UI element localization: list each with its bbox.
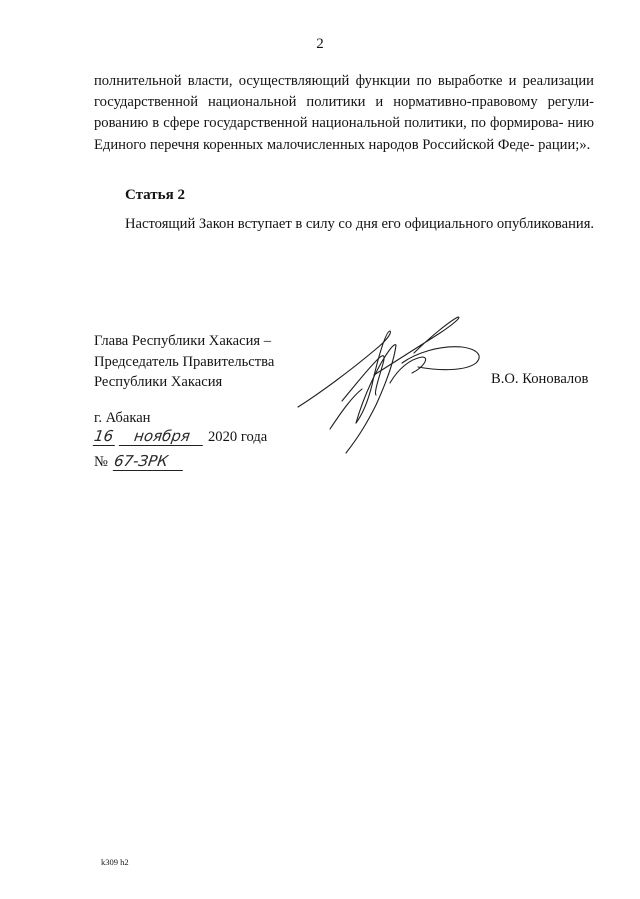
- body-line: полнительной власти, осуществляющий функции по выработке и реализации: [94, 73, 594, 89]
- signatory-title-line: Республики Хакасия: [94, 374, 223, 390]
- article-text: Настоящий Закон вступает в силу со дня его официального опубликования.: [125, 216, 595, 232]
- date-year: 2020 года: [208, 429, 268, 445]
- handwritten-law-number: 67-ЗРК: [113, 453, 186, 471]
- number-symbol: №: [94, 454, 108, 470]
- body-line: рованию в сфере государственной национальной политики, по формирова-: [94, 115, 564, 132]
- signatory-title-line: Председатель Правительства: [94, 353, 275, 370]
- article-heading: Статья 2: [125, 187, 185, 203]
- body-line: рации;».: [538, 136, 591, 153]
- document-code: k309 h2: [101, 857, 129, 867]
- body-line: государственной национальной политики и нормативно-правовому регули-: [94, 94, 594, 111]
- signatory-name: В.О. Коновалов: [491, 371, 589, 387]
- body-paragraph: [94, 71, 594, 156]
- place-of-signing: г. Абакан: [94, 410, 151, 426]
- handwritten-signature: [290, 305, 490, 465]
- law-number: [94, 453, 184, 471]
- signing-date: [94, 428, 267, 446]
- body-line: нию Единого перечня коренных малочисленных народов Российской Феде-: [94, 115, 594, 153]
- signatory-title: [94, 331, 274, 393]
- signatory-title-line: Глава Республики Хакасия –: [94, 333, 272, 349]
- handwritten-day: 16: [93, 428, 118, 446]
- page-number: 2: [316, 36, 324, 52]
- handwritten-month: ноября: [119, 428, 206, 446]
